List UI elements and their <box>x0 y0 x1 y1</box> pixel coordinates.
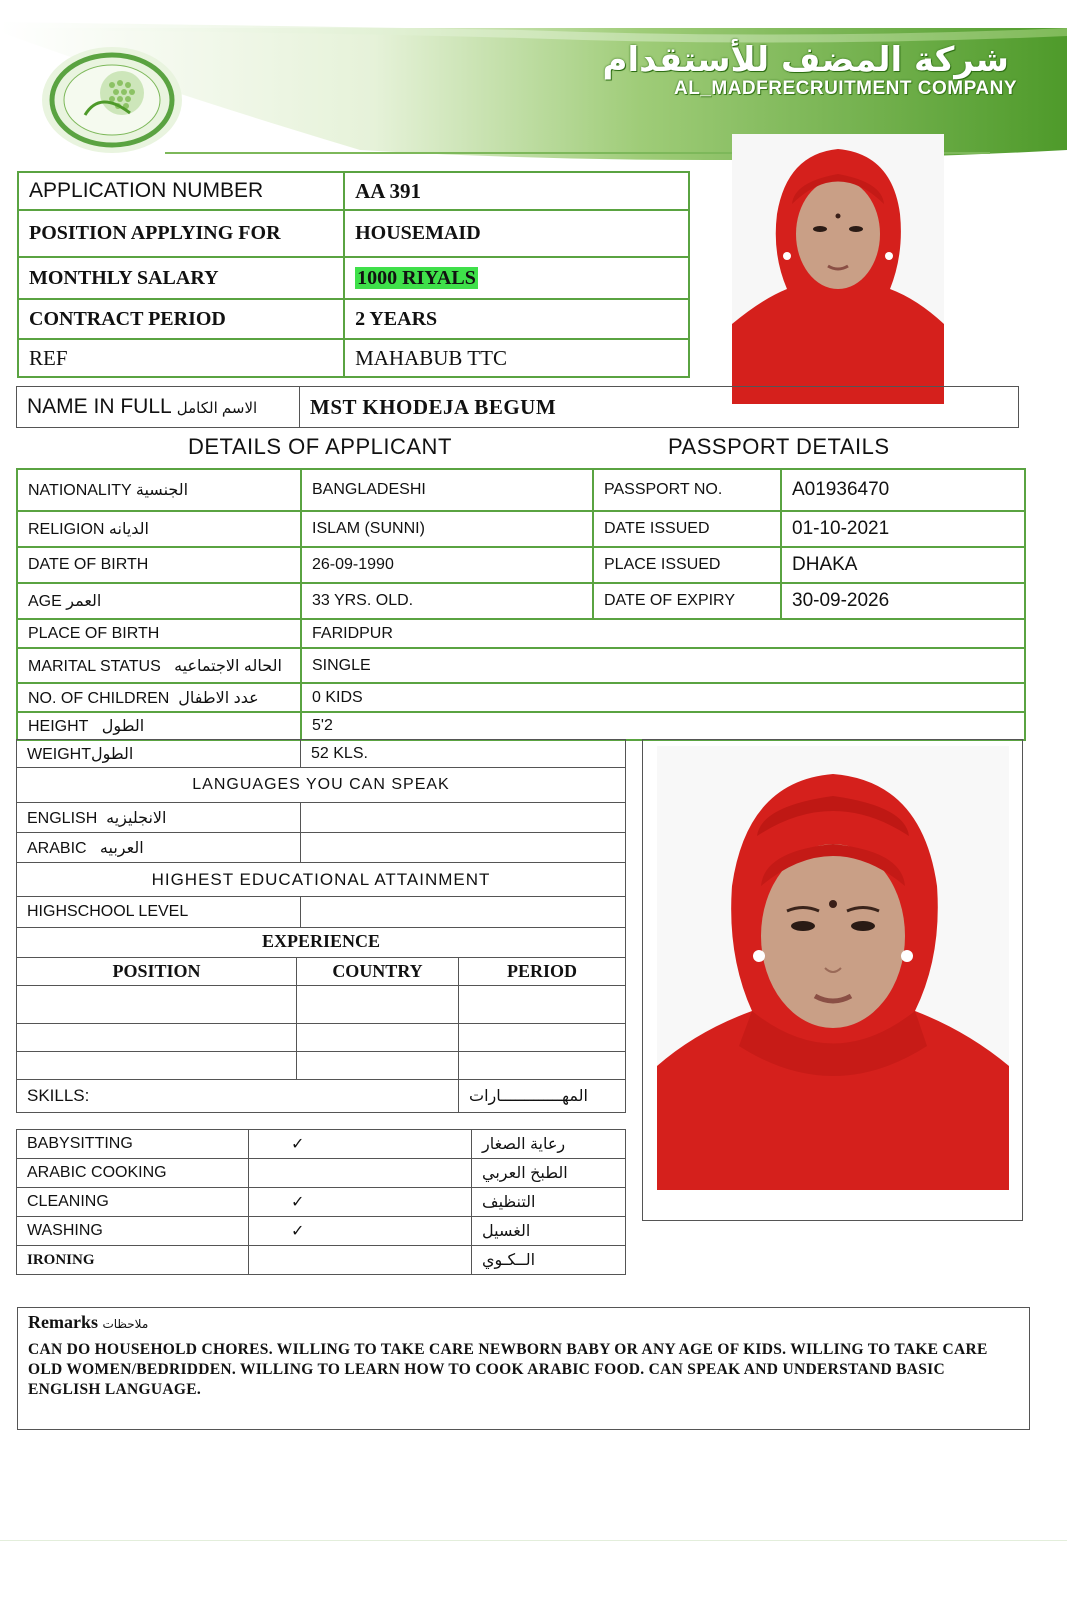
skill-check: ✓ <box>249 1217 472 1246</box>
name-table <box>16 386 1019 428</box>
skill-label-arabic: الــكـوي <box>472 1246 626 1275</box>
marital-label-arabic: الحاله الاجتماعيه <box>174 657 282 675</box>
marital-value: SINGLE <box>301 648 1025 683</box>
weight-label-arabic: الطول <box>91 745 134 763</box>
experience-header-period: PERIOD <box>459 957 626 985</box>
skill-check: ✓ <box>249 1188 472 1217</box>
applicant-photo-large <box>657 746 1009 1190</box>
age-label: AGE <box>28 593 62 610</box>
remarks-text: CAN DO HOUSEHOLD CHORES. WILLING TO TAKE CARE NEWBORN BABY OR ANY AGE OF KIDS. WILLING TO TAKE CARE OLD WOMEN/BEDRIDDEN. WILLING TO LEARN HOW TO COOK ARABIC FOOD. CAN SPEAK AND UNDERSTAND BASIC ENGLISH LANGUAGE. <box>28 1341 988 1398</box>
company-logo-icon <box>40 45 185 155</box>
arabic-label: ARABIC <box>27 839 87 857</box>
skill-check <box>249 1159 472 1188</box>
skill-label: BABYSITTING <box>17 1130 249 1159</box>
date-issued-value: 01-10-2021 <box>781 511 1025 547</box>
experience-cell <box>459 1023 626 1051</box>
skills-label: SKILLS: <box>17 1079 459 1112</box>
name-value: MST KHODEJA BEGUM <box>300 387 1019 428</box>
date-expiry-label: DATE OF EXPIRY <box>593 583 781 619</box>
languages-title: LANGUAGES YOU CAN SPEAK <box>17 768 626 803</box>
experience-cell <box>17 1023 297 1051</box>
applicant-photo-small <box>732 134 944 404</box>
remarks-heading <box>28 1312 148 1333</box>
skill-row <box>17 1188 626 1217</box>
application-table <box>17 171 690 378</box>
height-label-cell <box>17 712 301 740</box>
nationality-label-cell <box>17 469 301 511</box>
skill-check <box>249 1246 472 1275</box>
experience-cell <box>297 1051 459 1079</box>
skill-row <box>17 1246 626 1275</box>
large-photo-frame <box>642 739 1023 1221</box>
lower-left-table <box>16 739 626 928</box>
contract-value: 2 YEARS <box>344 299 689 339</box>
date-issued-label: DATE ISSUED <box>593 511 781 547</box>
pob-label: PLACE OF BIRTH <box>17 619 301 648</box>
marital-label: MARITAL STATUS <box>28 657 161 675</box>
skill-label: WASHING <box>17 1217 249 1246</box>
children-label-arabic: عدد الاطفال <box>178 689 259 707</box>
nationality-label: NATIONALITY <box>28 482 132 499</box>
height-label: HEIGHT <box>28 718 89 735</box>
pob-value: FARIDPUR <box>301 619 1025 648</box>
education-level: HIGHSCHOOL LEVEL <box>17 897 301 928</box>
date-expiry-value: 30-09-2026 <box>781 583 1025 619</box>
weight-label: WEIGHT <box>27 745 91 763</box>
religion-label-arabic: الديانه <box>108 521 149 538</box>
weight-value: 52 KLS. <box>301 740 626 768</box>
remarks-label-arabic: ملاحظات <box>102 1317 149 1331</box>
skill-row <box>17 1217 626 1246</box>
details-table <box>16 468 1026 741</box>
skill-row <box>17 1130 626 1159</box>
passport-section-title: PASSPORT DETAILS <box>668 434 890 459</box>
education-title: HIGHEST EDUCATIONAL ATTAINMENT <box>17 863 626 897</box>
remarks-box <box>17 1307 1030 1430</box>
salary-value: 1000 RIYALS <box>357 266 476 289</box>
salary-cell <box>344 257 689 299</box>
english-label-cell <box>17 803 301 833</box>
passport-no-label: PASSPORT NO. <box>593 469 781 511</box>
company-name-arabic: شركة المضف للأستقدام <box>602 40 1009 80</box>
app-number-label: APPLICATION NUMBER <box>18 172 344 210</box>
skill-label-arabic: الطبخ العربي <box>472 1159 626 1188</box>
contract-label: CONTRACT PERIOD <box>18 299 344 339</box>
dob-value: 26-09-1990 <box>301 547 593 583</box>
ref-label: REF <box>18 339 344 377</box>
children-label: NO. OF CHILDREN <box>28 689 170 707</box>
skill-label-arabic: الغسيل <box>472 1217 626 1246</box>
company-name-english: AL_MADFRECRUITMENT COMPANY <box>673 78 1017 99</box>
position-label: POSITION APPLYING FOR <box>18 210 344 257</box>
arabic-label-arabic: العربيه <box>99 839 144 857</box>
children-label-cell <box>17 683 301 712</box>
salary-label: MONTHLY SALARY <box>18 257 344 299</box>
experience-header-country: COUNTRY <box>297 957 459 985</box>
height-value: 5'2 <box>301 712 1025 740</box>
passport-no-value: A01936470 <box>781 469 1025 511</box>
age-value: 33 YRS. OLD. <box>301 583 593 619</box>
religion-label-cell <box>17 511 301 547</box>
experience-table <box>16 927 626 1113</box>
weight-label-cell <box>17 740 301 768</box>
name-label-cell <box>17 387 300 428</box>
age-label-cell <box>17 583 301 619</box>
education-value <box>301 897 626 928</box>
name-label: NAME IN FULL <box>27 395 171 418</box>
experience-cell <box>17 1051 297 1079</box>
app-number-value: AA 391 <box>344 172 689 210</box>
remarks-label: Remarks <box>28 1312 98 1332</box>
skill-label-arabic: رعاية الصغار <box>472 1130 626 1159</box>
marital-label-cell <box>17 648 301 683</box>
children-value: 0 KIDS <box>301 683 1025 712</box>
skills-table <box>16 1129 626 1275</box>
skill-check: ✓ <box>249 1130 472 1159</box>
english-label-arabic: الانجليزيه <box>106 809 167 827</box>
name-label-arabic: الاسم الكامل <box>176 400 258 417</box>
arabic-label-cell <box>17 833 301 863</box>
nationality-value: BANGLADESHI <box>301 469 593 511</box>
religion-value: ISLAM (SUNNI) <box>301 511 593 547</box>
place-issued-label: PLACE ISSUED <box>593 547 781 583</box>
position-value: HOUSEMAID <box>344 210 689 257</box>
dob-label: DATE OF BIRTH <box>17 547 301 583</box>
experience-cell <box>297 1023 459 1051</box>
experience-cell <box>459 985 626 1023</box>
experience-header-position: POSITION <box>17 957 297 985</box>
skill-label: IRONING <box>17 1246 249 1275</box>
page-divider <box>0 1540 1067 1541</box>
skill-row <box>17 1159 626 1188</box>
experience-cell <box>17 985 297 1023</box>
applicant-section-title: DETAILS OF APPLICANT <box>188 434 452 459</box>
place-issued-value: DHAKA <box>781 547 1025 583</box>
age-label-arabic: العمر <box>66 593 102 610</box>
ref-value: MAHABUB TTC <box>344 339 689 377</box>
arabic-value <box>301 833 626 863</box>
skills-label-arabic: المهـــــــــــــارات <box>459 1079 626 1112</box>
skill-label-arabic: التنظيف <box>472 1188 626 1217</box>
skill-label: CLEANING <box>17 1188 249 1217</box>
english-value <box>301 803 626 833</box>
height-label-arabic: الطول <box>101 718 145 735</box>
experience-cell <box>297 985 459 1023</box>
skill-label: ARABIC COOKING <box>17 1159 249 1188</box>
religion-label: RELIGION <box>28 521 105 538</box>
experience-title: EXPERIENCE <box>17 927 626 957</box>
experience-cell <box>459 1051 626 1079</box>
english-label: ENGLISH <box>27 809 98 827</box>
nationality-label-arabic: الجنسية <box>135 482 189 499</box>
